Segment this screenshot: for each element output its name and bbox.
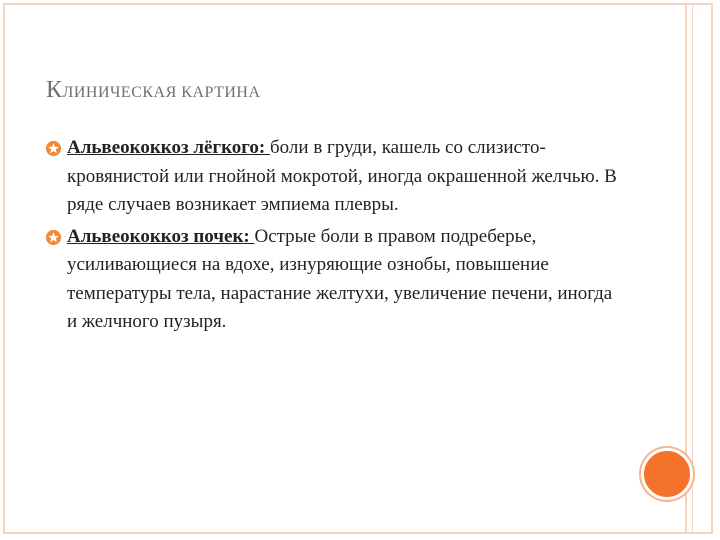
title-word-1: ЛИНИЧЕСКАЯ [62,84,182,101]
list-item [46,134,626,220]
star-bullet-icon [46,141,61,156]
item-text: Острые боли в правом подреберье, усиливающиеся на вдохе, изнуряющие ознобы, повышение температуры тела, нарастание желтухи, увеличение печени, иногда и желчного пузыря. [67,225,613,332]
item-term: Альвеококкоз лёгкого: [67,137,270,158]
right-decorative-band [685,3,713,534]
bullet-list [46,134,626,337]
list-item [46,223,626,337]
item-term: Альвеококкоз почек: [67,225,255,247]
decorative-circle [641,448,693,500]
title-word-2: КАРТИНА [181,84,261,101]
slide-title [46,77,261,104]
title-first-letter: К [46,77,63,103]
right-decorative-line [692,3,693,534]
star-bullet-icon [46,230,61,245]
item-text: боли в груди, кашель со слизисто-кровянистой или гнойной мокротой, иногда окрашенной желчью. В ряде случаев возникает эмпиема плевры. [67,137,617,215]
